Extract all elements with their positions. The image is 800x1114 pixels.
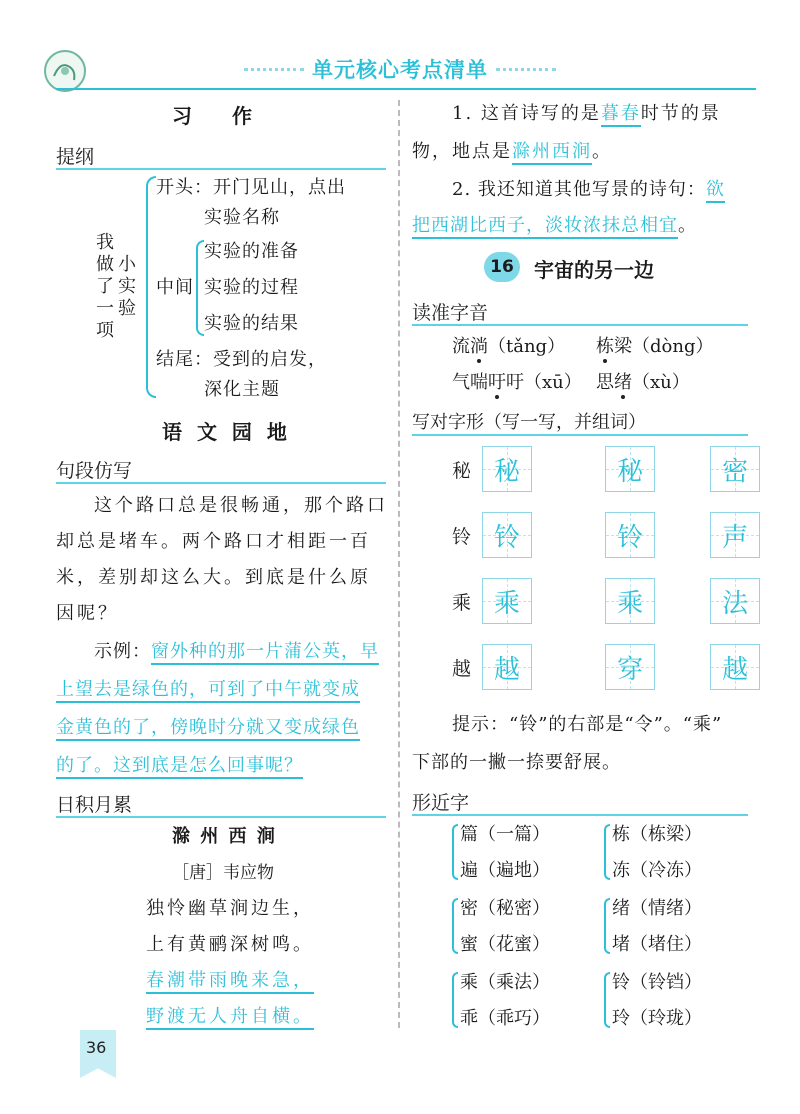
xingjin-item: 遍（遍地） xyxy=(460,860,550,881)
outline-kaitou: 开头：开门见山，点出 xyxy=(156,177,346,198)
char-box: 铃 xyxy=(482,512,532,558)
juduan-label: 句段仿写 xyxy=(56,460,133,482)
xingjin-item: 冻（冷冻） xyxy=(612,860,702,881)
char-box: 越 xyxy=(710,644,760,690)
outline-root-col2: 小 实 验 xyxy=(118,254,138,319)
char-row-2 xyxy=(452,512,749,560)
xingjin-item: 堵（堵住） xyxy=(612,934,702,955)
q2-line-2 xyxy=(412,208,697,244)
example-line-1 xyxy=(94,634,379,670)
xingjin-brace xyxy=(452,972,458,1028)
duzhun-underline xyxy=(412,324,748,326)
example-text-3: 金黄色的了，傍晚时分就又变成绿色 xyxy=(56,717,360,741)
xingjin-brace xyxy=(604,972,610,1028)
poem-line-1: 独怜幽草涧边生， xyxy=(146,898,314,919)
example-text-4: 的了。这到底是怎么回事呢？ xyxy=(56,755,303,779)
page-number: 36 xyxy=(86,1038,107,1057)
para-line-3: 米，差别却这么大。到底是什么原 xyxy=(56,567,371,588)
yuwen-title: 语 文 园 地 xyxy=(162,420,291,444)
char-row-1 xyxy=(452,446,749,494)
poem-line-3 xyxy=(146,966,314,992)
char-label: 乘 xyxy=(452,592,472,614)
xingjin-item: 栋（栋梁） xyxy=(612,824,702,845)
example-text-2: 上望去是绿色的，可到了中午就变成 xyxy=(56,679,360,703)
tigang-label: 提纲 xyxy=(56,146,95,168)
char-box: 法 xyxy=(710,578,760,624)
char-box: 乘 xyxy=(482,578,532,624)
xingjin-brace xyxy=(452,898,458,954)
char-box: 越 xyxy=(482,644,532,690)
outline-zj-3: 实验的结果 xyxy=(204,313,299,334)
char-box: 秘 xyxy=(482,446,532,492)
char-label: 铃 xyxy=(452,526,472,548)
q1-text-c: 物，地点是 xyxy=(412,141,512,162)
lesson-title: 宇宙的另一边 xyxy=(534,258,654,282)
xingjin-underline xyxy=(412,814,748,816)
poem-line-3-text: 春潮带雨晚来急， xyxy=(146,970,314,994)
q1-text-d: 。 xyxy=(592,141,612,162)
q1-line-2 xyxy=(412,134,612,170)
xiedui-underline xyxy=(412,434,748,436)
poem-line-4-text: 野渡无人舟自横。 xyxy=(146,1006,314,1030)
header-rule xyxy=(56,88,756,90)
char-box: 秘 xyxy=(605,446,655,492)
q1-text-b: 时节的景 xyxy=(640,103,721,124)
q1-line-1 xyxy=(452,96,721,132)
rijiyuelei-underline xyxy=(56,816,386,818)
outline-zj-2: 实验的过程 xyxy=(204,277,299,298)
example-text-1: 窗外种的那一片蒲公英，早 xyxy=(151,641,379,665)
tishi-line-2: 下部的一撇一捺要舒展。 xyxy=(412,752,621,773)
para-line-1: 这个路口总是很畅通，那个路口 xyxy=(94,495,388,516)
tishi-line-1: 提示：“铃”的右部是“令”。“乘” xyxy=(452,714,723,735)
char-box: 声 xyxy=(710,512,760,558)
q2-text-a: 2. 我还知道其他写景的诗句： xyxy=(452,179,706,200)
xingjin-item: 乘（乘法） xyxy=(460,972,550,993)
duzhun-label: 读准字音 xyxy=(412,302,489,324)
outline-kaitou-2: 实验名称 xyxy=(204,207,280,228)
header-dots-left xyxy=(244,68,304,71)
char-label: 越 xyxy=(452,658,472,680)
para-line-4: 因呢？ xyxy=(56,603,119,624)
pinyin-2: 栋梁（dòng） xyxy=(596,336,714,357)
xingjin-item: 密（秘密） xyxy=(460,898,550,919)
q1-answer-1: 暮春 xyxy=(601,103,641,127)
xingjin-brace xyxy=(604,824,610,880)
outline-jiewei: 结尾：受到的启发， xyxy=(156,349,327,370)
poem-title: 滁 州 西 涧 xyxy=(172,826,277,847)
outline-zhongjian: 中间 xyxy=(156,277,194,298)
q2-answer-2: 把西湖比西子，淡妆浓抹总相宜 xyxy=(412,215,678,239)
char-row-3 xyxy=(452,578,749,626)
pinyin-1: 流淌（tǎng） xyxy=(452,336,566,357)
pinyin-3: 气喘吁吁（xū） xyxy=(452,372,582,393)
q1-answer-2: 滁州西涧 xyxy=(512,141,592,165)
char-box: 穿 xyxy=(605,644,655,690)
xingjin-item: 乖（乖巧） xyxy=(460,1008,550,1029)
xingjin-label: 形近字 xyxy=(412,792,470,814)
xiedui-label: 写对字形（写一写，并组词） xyxy=(412,412,646,433)
xizuo-title: 习 作 xyxy=(172,104,262,128)
para-line-2: 却总是堵车。两个路口才相距一百 xyxy=(56,531,371,552)
header-dots-right xyxy=(496,68,556,71)
poem-author: ［唐］韦应物 xyxy=(172,863,274,883)
juduan-underline xyxy=(56,482,386,484)
q2-line-1 xyxy=(452,172,725,208)
rijiyuelei-label: 日积月累 xyxy=(56,794,133,816)
xingjin-brace xyxy=(604,898,610,954)
char-box: 乘 xyxy=(605,578,655,624)
poem-line-2: 上有黄鹂深树鸣。 xyxy=(146,934,314,955)
pinyin-4: 思绪（xù） xyxy=(596,372,690,393)
xingjin-item: 篇（一篇） xyxy=(460,824,550,845)
char-box: 密 xyxy=(710,446,760,492)
outline-zhongjian-brace xyxy=(196,240,204,336)
xingjin-item: 绪（情绪） xyxy=(612,898,702,919)
xingjin-brace xyxy=(452,824,458,880)
column-divider xyxy=(398,100,400,1028)
char-row-4 xyxy=(452,644,749,692)
example-line-2 xyxy=(56,672,360,708)
logo-icon xyxy=(44,50,86,92)
q1-text-a: 1. 这首诗写的是 xyxy=(452,103,601,124)
example-prefix: 示例： xyxy=(94,641,151,662)
xingjin-item: 铃（铃铛） xyxy=(612,972,702,993)
outline-zj-1: 实验的准备 xyxy=(204,241,299,262)
lesson-number: 16 xyxy=(484,252,520,282)
q2-answer-1: 欲 xyxy=(706,179,725,203)
example-line-4 xyxy=(56,748,303,784)
xingjin-item: 蜜（花蜜） xyxy=(460,934,550,955)
q2-text-d: 。 xyxy=(678,215,697,236)
char-box: 铃 xyxy=(605,512,655,558)
example-line-3 xyxy=(56,710,360,746)
outline-jiewei-2: 深化主题 xyxy=(204,379,280,400)
outline-root-col1: 我 做 了 一 项 xyxy=(96,232,116,341)
char-label: 秘 xyxy=(452,460,472,482)
header-title: 单元核心考点清单 xyxy=(312,58,488,82)
poem-line-4 xyxy=(146,1002,314,1028)
xingjin-item: 玲（玲珑） xyxy=(612,1008,702,1029)
outline-main-brace xyxy=(146,176,156,398)
